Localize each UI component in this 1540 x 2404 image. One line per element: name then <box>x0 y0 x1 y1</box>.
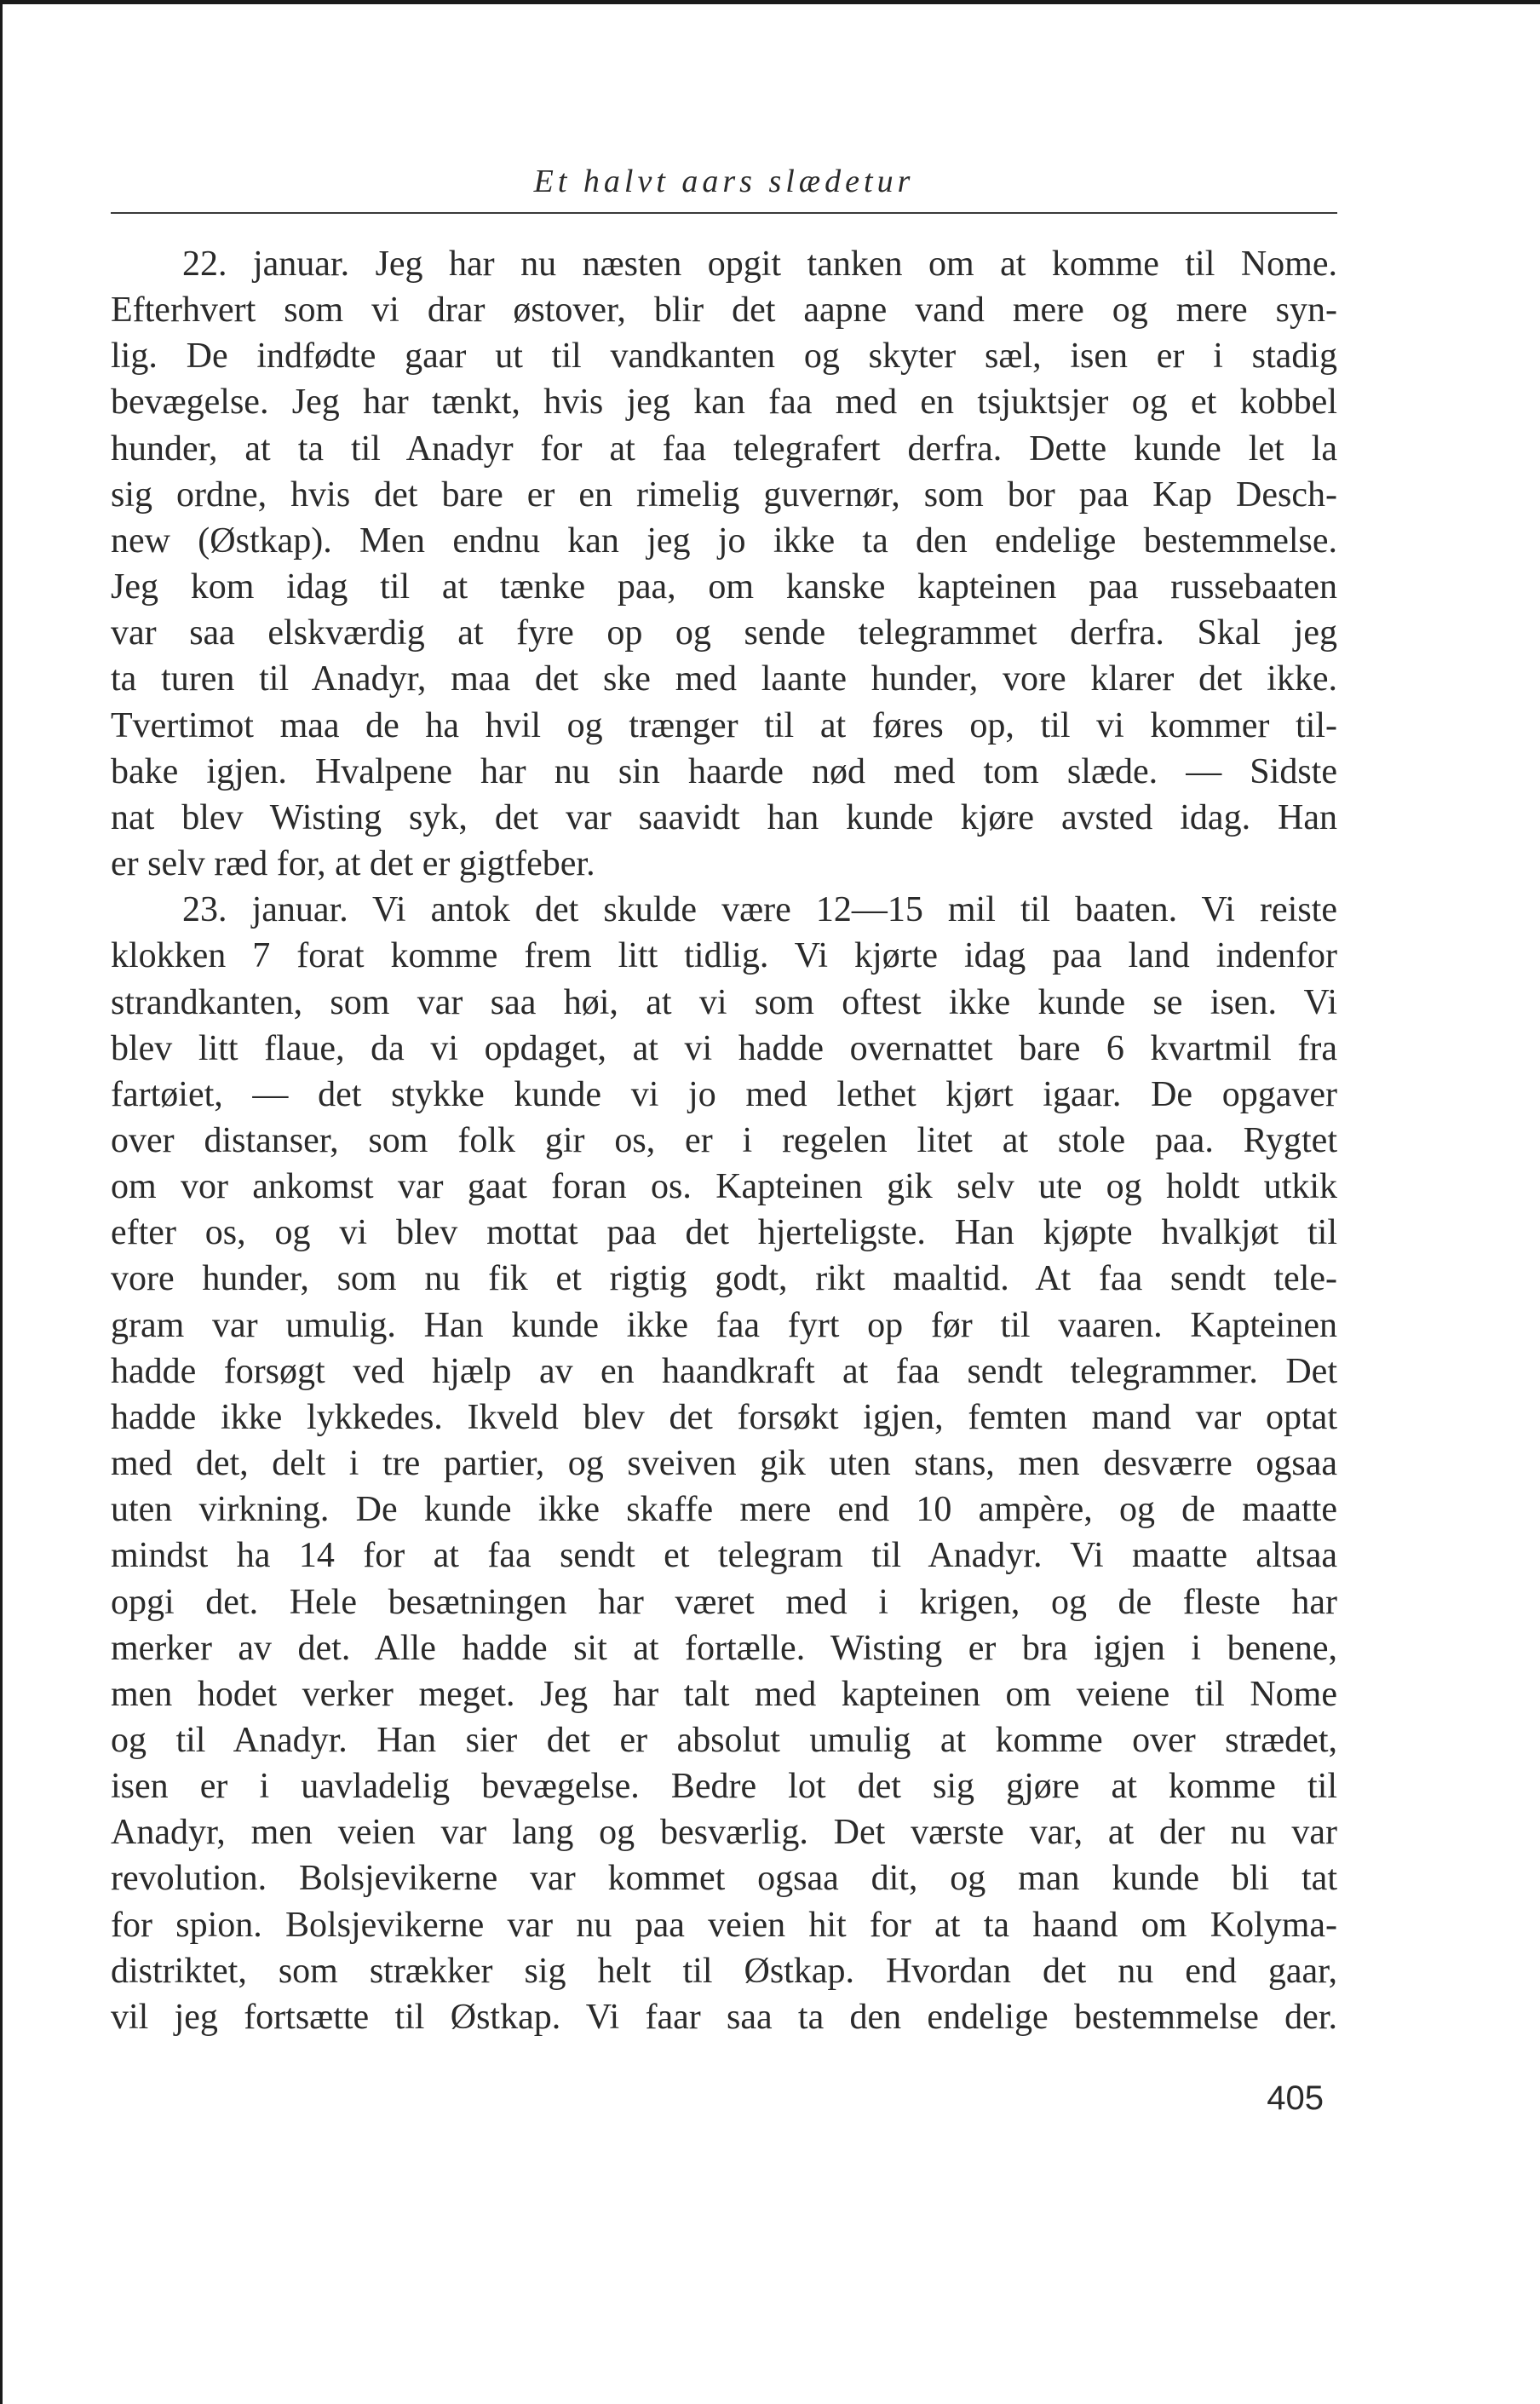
text-line: hadde ikke lykkedes. Ikveld blev det forsøkt igjen, femten mand var optat <box>111 1397 1337 1437</box>
text-line: distriktet, som strækker sig helt til Østkap. Hvordan det nu end gaar, <box>111 1951 1337 1991</box>
text-line: Jeg kom idag til at tænke paa, om kanske kapteinen paa russebaaten <box>111 567 1337 607</box>
text-line: gram var umulig. Han kunde ikke faa fyrt op før til vaaren. Kapteinen <box>111 1305 1337 1345</box>
text-line: Anadyr, men veien var lang og besværlig. Det værste var, at der nu var <box>111 1813 1337 1853</box>
text-line: Tvertimot maa de ha hvil og trænger til at føres op, til vi kommer til- <box>111 705 1337 745</box>
scan-top-edge <box>0 0 1540 4</box>
text-line: revolution. Bolsjevikerne var kommet ogsaa dit, og man kunde bli tat <box>111 1859 1337 1899</box>
text-line: med det, delt i tre partier, og sveiven gik uten stans, men desværre ogsaa <box>111 1444 1337 1484</box>
text-line: bake igjen. Hvalpene har nu sin haarde nød med tom slæde. — Sidste <box>111 751 1337 791</box>
text-line: lig. De indfødte gaar ut til vandkanten og skyter sæl, isen er i stadig <box>111 336 1337 377</box>
text-line: og til Anadyr. Han sier det er absolut umulig at komme over strædet, <box>111 1721 1337 1760</box>
text-line: vil jeg fortsætte til Østkap. Vi faar saa ta den endelige bestemmelse der. <box>111 1997 1337 2037</box>
text-line: uten virkning. De kunde ikke skaffe mere end 10 ampère, og de maatte <box>111 1490 1337 1530</box>
text-line: er selv ræd for, at det er gigtfeber. <box>111 844 595 884</box>
text-line: for spion. Bolsjevikerne var nu paa veien hit for at ta haand om Kolyma- <box>111 1905 1337 1945</box>
text-line: 22. januar. Jeg har nu næsten opgit tanken om at komme til Nome. <box>182 244 1337 284</box>
text-line: 23. januar. Vi antok det skulde være 12—15 mil til baaten. Vi reiste <box>182 890 1337 930</box>
text-line: bevægelse. Jeg har tænkt, hvis jeg kan faa med en tsjuktsjer og et kobbel <box>111 382 1337 423</box>
text-line: new (Østkap). Men endnu kan jeg jo ikke ta den endelige bestemmelse. <box>111 520 1337 561</box>
body-text <box>111 241 1337 2040</box>
text-line: merker av det. Alle hadde sit at fortælle. Wisting er bra igjen i benene, <box>111 1628 1337 1668</box>
text-line: strandkanten, som var saa høi, at vi som oftest ikke kunde se isen. Vi <box>111 982 1337 1022</box>
text-line: opgi det. Hele besætningen har været med i krigen, og de fleste har <box>111 1582 1337 1622</box>
scan-left-edge <box>0 0 3 2404</box>
text-line: Efterhvert som vi drar østover, blir det aapne vand mere og mere syn- <box>111 290 1337 331</box>
text-line: hunder, at ta til Anadyr for at faa telegrafert derfra. Dette kunde let la <box>111 428 1337 469</box>
text-line: var saa elskværdig at fyre op og sende telegrammet derfra. Skal jeg <box>111 613 1337 653</box>
text-line: hadde forsøgt ved hjælp av en haandkraft at faa sendt telegrammer. Det <box>111 1351 1337 1391</box>
text-line: klokken 7 forat komme frem litt tidlig. Vi kjørte idag paa land indenfor <box>111 936 1337 976</box>
text-line: sig ordne, hvis det bare er en rimelig guvernør, som bor paa Kap Desch- <box>111 474 1337 515</box>
text-line: vore hunder, som nu fik et rigtig godt, rikt maaltid. At faa sendt tele- <box>111 1259 1337 1299</box>
text-line: nat blev Wisting syk, det var saavidt han kunde kjøre avsted idag. Han <box>111 797 1337 837</box>
running-head: Et halvt aars slædetur <box>533 164 915 199</box>
text-line: efter os, og vi blev mottat paa det hjerteligste. Han kjøpte hvalkjøt til <box>111 1213 1337 1253</box>
text-line: om vor ankomst var gaat foran os. Kapteinen gik selv ute og holdt utkik <box>111 1167 1337 1207</box>
text-line: fartøiet, — det stykke kunde vi jo med lethet kjørt igaar. De opgaver <box>111 1074 1337 1114</box>
text-line: blev litt flaue, da vi opdaget, at vi hadde overnattet bare 6 kvartmil fra <box>111 1028 1337 1068</box>
text-line: men hodet verker meget. Jeg har talt med kapteinen om veiene til Nome <box>111 1674 1337 1714</box>
text-line: over distanser, som folk gir os, er i regelen litet at stole paa. Rygtet <box>111 1120 1337 1160</box>
text-line: isen er i uavladelig bevægelse. Bedre lot det sig gjøre at komme til <box>111 1767 1337 1807</box>
header-rule <box>111 212 1337 214</box>
text-line: ta turen til Anadyr, maa det ske med laante hunder, vore klarer det ikke. <box>111 659 1337 699</box>
text-line: mindst ha 14 for at faa sendt et telegram til Anadyr. Vi maatte altsaa <box>111 1536 1337 1576</box>
page-number: 405 <box>1267 2079 1324 2117</box>
